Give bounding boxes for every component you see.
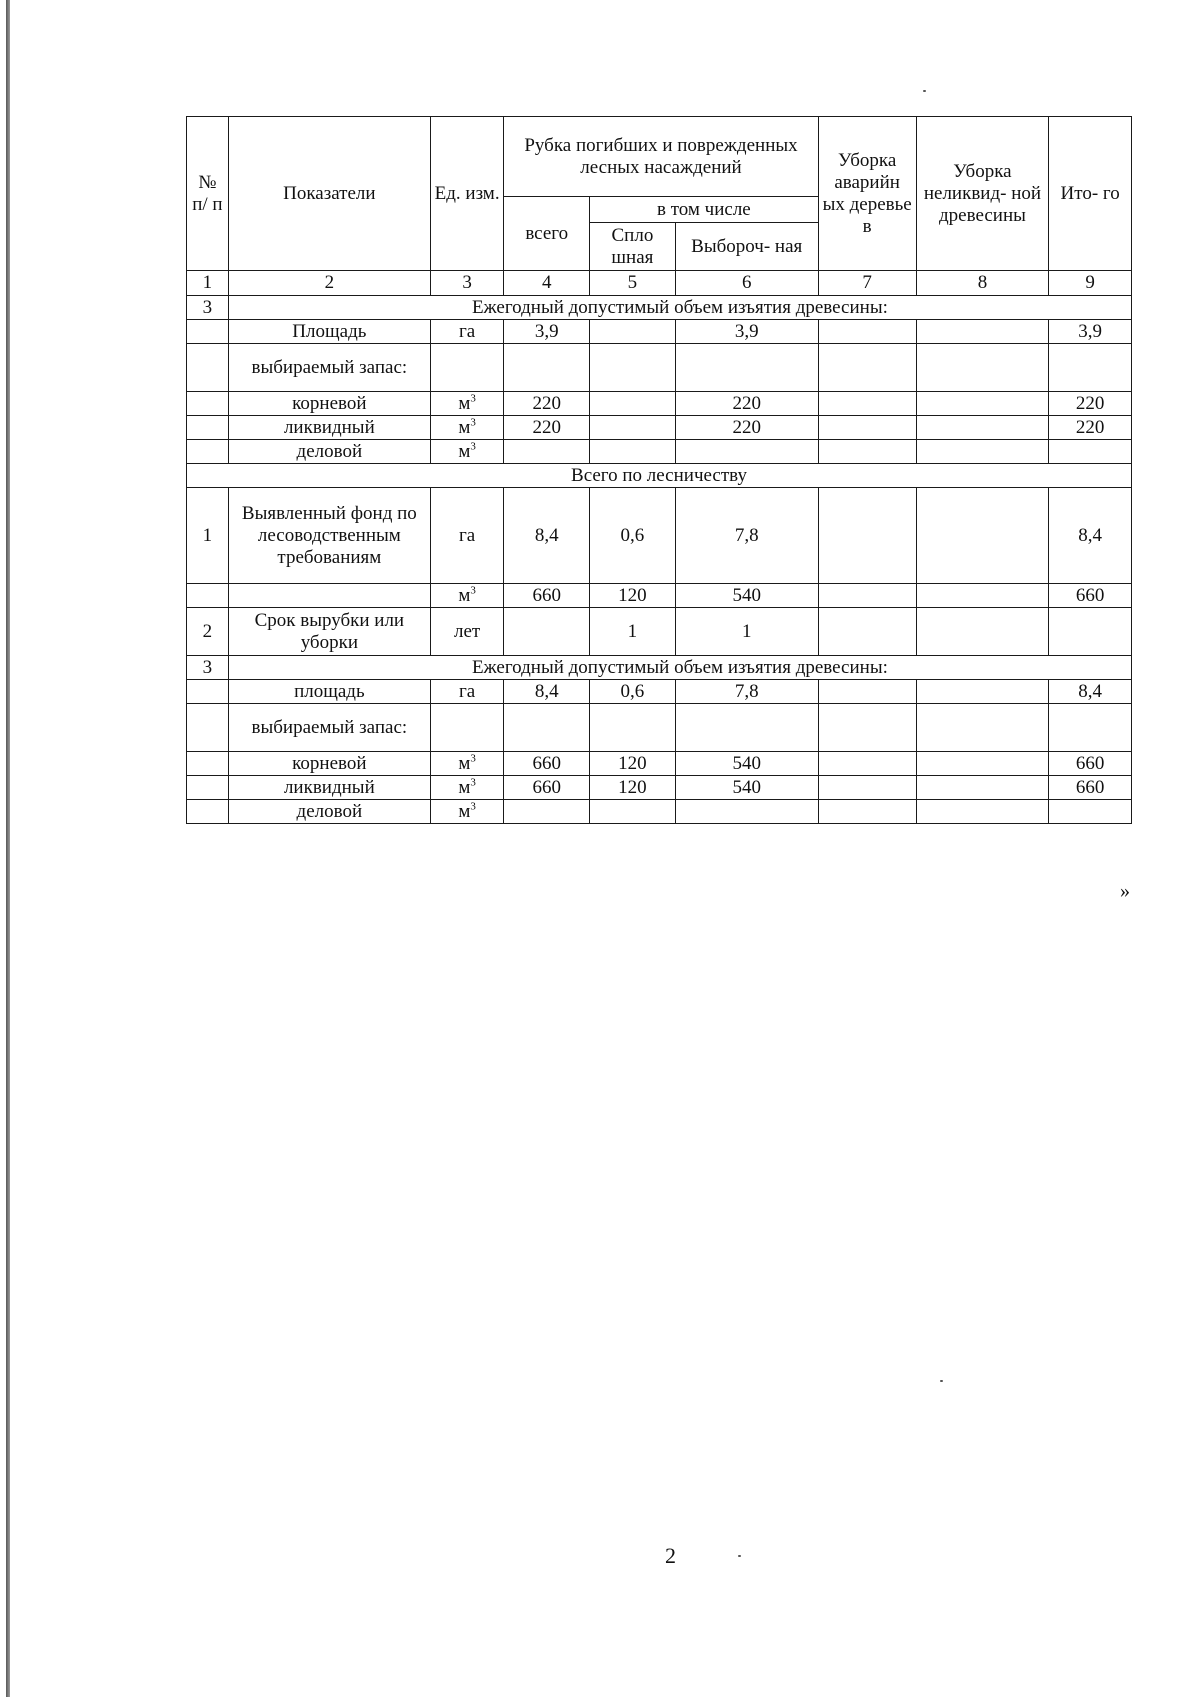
unit-cell: $м^3$	[430, 752, 503, 776]
table-row	[187, 680, 1132, 704]
table-row	[187, 344, 1132, 392]
scan-speck	[940, 1380, 943, 1382]
value-cell	[818, 776, 916, 800]
value-cell	[818, 392, 916, 416]
row-number: 1	[187, 488, 229, 584]
value-cell: 8,4	[1049, 680, 1132, 704]
value-cell	[818, 680, 916, 704]
unit-cell: $м^3$	[430, 416, 503, 440]
unit-cell: лет	[430, 608, 503, 656]
value-cell	[504, 608, 590, 656]
table-row	[187, 608, 1132, 656]
header-num: № п/ п	[187, 117, 229, 271]
header-selective: Выбороч- ная	[675, 223, 818, 271]
scan-edge	[6, 0, 10, 1697]
indicator-name: выбираемый запас:	[228, 344, 430, 392]
table-row	[187, 584, 1132, 608]
unit-cell: $м^3$	[430, 584, 503, 608]
header-nonliquid-wood: Уборка неликвид- ной древесины	[916, 117, 1049, 271]
table-row	[187, 416, 1132, 440]
table-row	[187, 320, 1132, 344]
document-table-container	[186, 116, 1132, 824]
table-row	[187, 392, 1132, 416]
forest-felling-table	[186, 116, 1132, 824]
value-cell: 120	[590, 584, 676, 608]
unit-cell: га	[430, 320, 503, 344]
table-row	[187, 488, 1132, 584]
section-title-row	[187, 296, 1132, 320]
value-cell: 8,4	[504, 680, 590, 704]
value-cell: 660	[504, 752, 590, 776]
header-indicators: Показатели	[228, 117, 430, 271]
row-number: 2	[187, 608, 229, 656]
value-cell	[916, 392, 1049, 416]
unit-cell: $м^3$	[430, 800, 503, 824]
column-number: 3	[430, 271, 503, 296]
value-cell: 540	[675, 776, 818, 800]
value-cell: 540	[675, 752, 818, 776]
column-number: 2	[228, 271, 430, 296]
column-number: 9	[1049, 271, 1132, 296]
value-cell	[1049, 608, 1132, 656]
value-cell	[916, 320, 1049, 344]
value-cell: 660	[1049, 776, 1132, 800]
header-emergency-trees: Уборка аварийн ых деревье в	[818, 117, 916, 271]
section-title-row	[187, 656, 1132, 680]
unit-cell: $м^3$	[430, 776, 503, 800]
section-title: Всего по лесничеству	[187, 464, 1132, 488]
value-cell: 220	[1049, 416, 1132, 440]
value-cell: 660	[1049, 752, 1132, 776]
page-number: 2	[665, 1543, 676, 1568]
value-cell: 1	[590, 608, 676, 656]
value-cell: 220	[504, 392, 590, 416]
value-cell	[916, 680, 1049, 704]
header-total: Ито- го	[1049, 117, 1132, 271]
indicator-name: корневой	[228, 392, 430, 416]
section-title: Ежегодный допустимый объем изъятия древесины:	[228, 296, 1131, 320]
unit-cell: га	[430, 488, 503, 584]
value-cell: 3,9	[1049, 320, 1132, 344]
unit-cell: га	[430, 680, 503, 704]
section-title: Ежегодный допустимый объем изъятия древесины:	[228, 656, 1131, 680]
indicator-name: площадь	[228, 680, 430, 704]
indicator-name: Выявленный фонд по лесоводственным требованиям	[228, 488, 430, 584]
table-row	[187, 440, 1132, 464]
value-cell: 120	[590, 776, 676, 800]
column-number: 5	[590, 271, 676, 296]
value-cell	[916, 752, 1049, 776]
indicator-name: выбираемый запас:	[228, 704, 430, 752]
value-cell: 3,9	[504, 320, 590, 344]
header-clear-cut: Спло шная	[590, 223, 676, 271]
header-felling-group: Рубка погибших и поврежденных лесных насаждений	[504, 117, 818, 197]
column-number: 4	[504, 271, 590, 296]
row-number: 3	[187, 656, 229, 680]
unit-cell: $м^3$	[430, 440, 503, 464]
table-row	[187, 704, 1132, 752]
indicator-name: Площадь	[228, 320, 430, 344]
value-cell: 220	[675, 416, 818, 440]
value-cell: 0,6	[590, 488, 676, 584]
table-row	[187, 752, 1132, 776]
table-row	[187, 776, 1132, 800]
scan-speck	[738, 1555, 741, 1557]
indicator-name: ликвидный	[228, 776, 430, 800]
column-number-row	[187, 271, 1132, 296]
value-cell	[916, 776, 1049, 800]
value-cell: 660	[1049, 584, 1132, 608]
value-cell: 3,9	[675, 320, 818, 344]
indicator-name: Срок вырубки или уборки	[228, 608, 430, 656]
value-cell	[818, 752, 916, 776]
value-cell: 1	[675, 608, 818, 656]
value-cell	[818, 320, 916, 344]
value-cell: 8,4	[1049, 488, 1132, 584]
section-title-row	[187, 464, 1132, 488]
value-cell	[916, 416, 1049, 440]
indicator-name: деловой	[228, 440, 430, 464]
value-cell: 220	[1049, 392, 1132, 416]
column-number: 1	[187, 271, 229, 296]
indicator-name: корневой	[228, 752, 430, 776]
column-number: 8	[916, 271, 1049, 296]
column-number: 7	[818, 271, 916, 296]
closing-quote-mark: »	[1120, 880, 1130, 902]
unit-cell: $м^3$	[430, 392, 503, 416]
value-cell: 7,8	[675, 680, 818, 704]
value-cell	[818, 416, 916, 440]
header-including: в том числе	[590, 197, 819, 223]
scan-speck	[923, 90, 926, 92]
value-cell: 660	[504, 776, 590, 800]
value-cell: 660	[504, 584, 590, 608]
value-cell: 8,4	[504, 488, 590, 584]
value-cell: 220	[675, 392, 818, 416]
value-cell: 0,6	[590, 680, 676, 704]
value-cell: 540	[675, 584, 818, 608]
indicator-name: ликвидный	[228, 416, 430, 440]
indicator-name: деловой	[228, 800, 430, 824]
value-cell	[590, 320, 676, 344]
value-cell	[590, 392, 676, 416]
header-unit: Ед. изм.	[430, 117, 503, 271]
value-cell	[590, 416, 676, 440]
row-number: 3	[187, 296, 229, 320]
value-cell: 220	[504, 416, 590, 440]
header-all: всего	[504, 197, 590, 271]
table-row	[187, 800, 1132, 824]
value-cell: 120	[590, 752, 676, 776]
column-number: 6	[675, 271, 818, 296]
value-cell: 7,8	[675, 488, 818, 584]
